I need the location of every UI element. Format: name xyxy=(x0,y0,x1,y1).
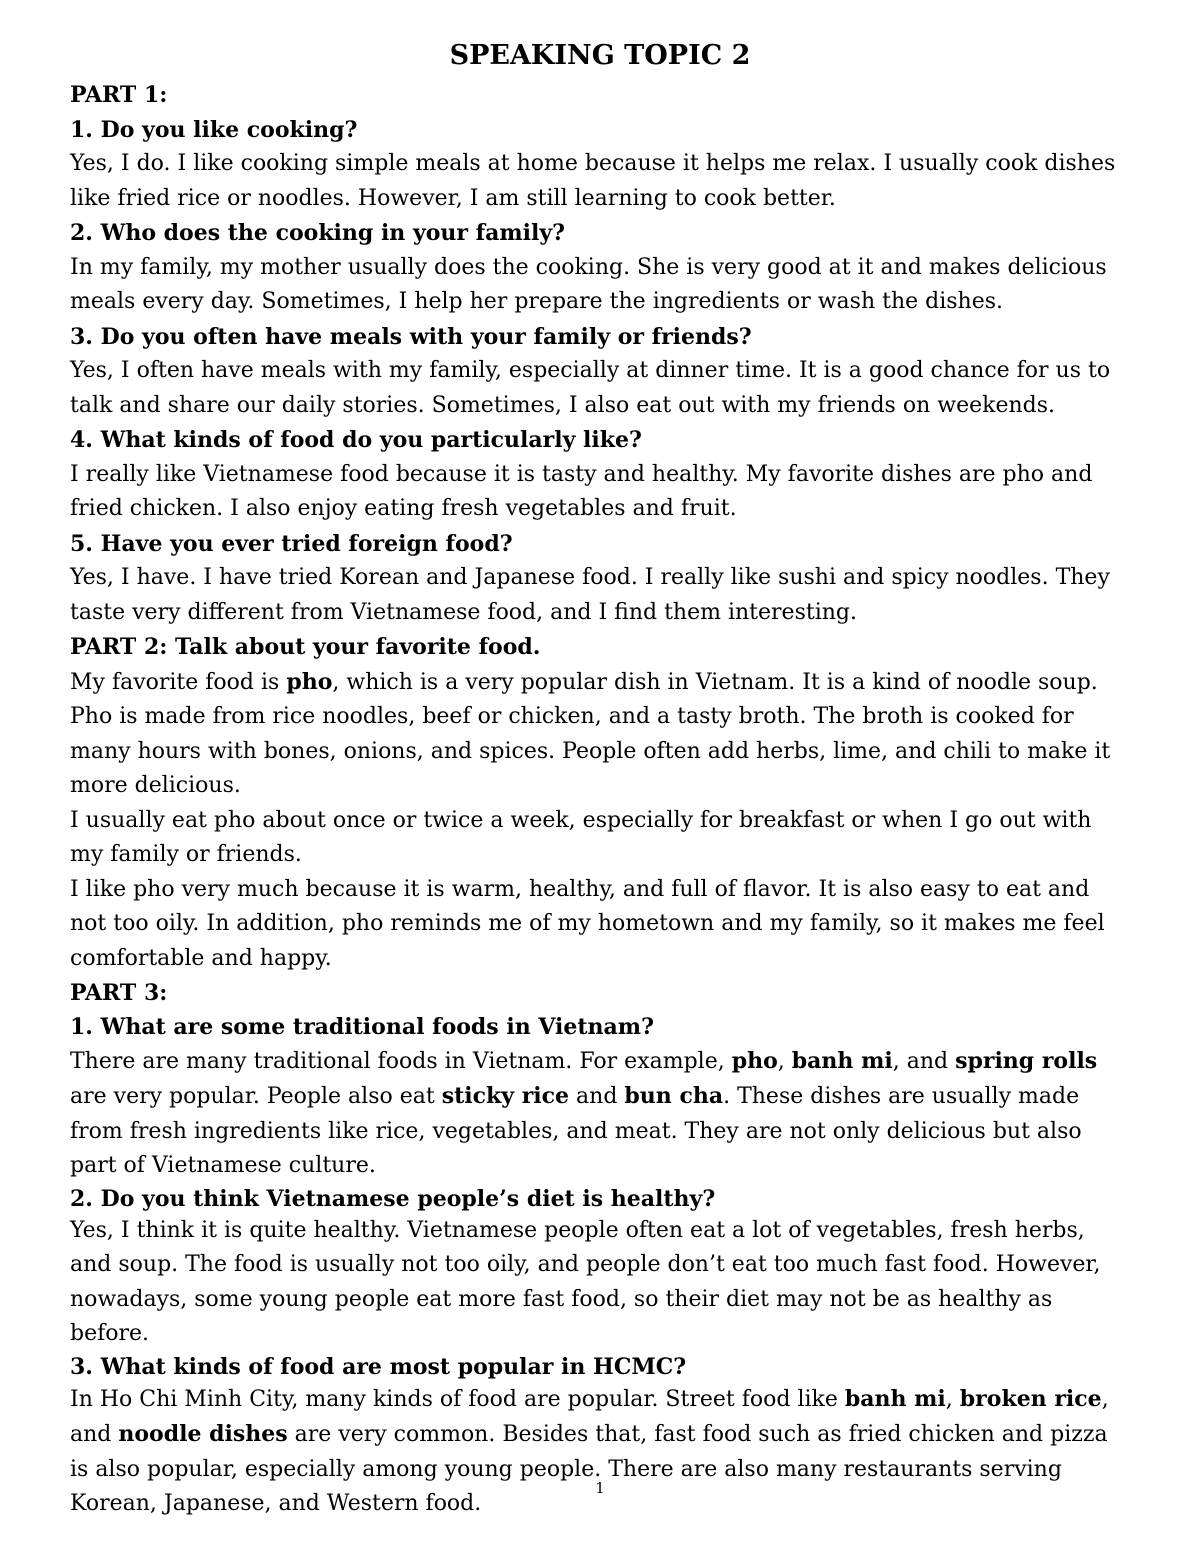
part-3-question-3: 3. What kinds of food are most popular in HCMC? xyxy=(70,1353,687,1380)
bold-term: bun cha xyxy=(624,1083,724,1109)
page-number: 1 xyxy=(595,1479,605,1497)
part-1-answer-5: Yes, I have. I have tried Korean and Japanese food. I really like sushi and spicy noodles. They taste very different from Vietnamese food, and I find them interesting. xyxy=(70,565,1110,625)
part-2-intro xyxy=(70,665,1130,701)
part-1-question-2: 2. Who does the cooking in your family? xyxy=(70,220,566,246)
bold-term: sticky rice xyxy=(441,1083,570,1109)
part-1-section xyxy=(70,78,1130,630)
bold-term: banh mi xyxy=(844,1385,946,1412)
part-3-question-2: 2. Do you think Vietnamese people’s diet is healthy? xyxy=(70,1185,716,1212)
part-2-section xyxy=(70,630,1130,976)
part-1-answer-1: Yes, I do. I like cooking simple meals at home because it helps me relax. I usually cook dishes like fried rice or noodles. However, I am still learning to cook better. xyxy=(70,151,1116,211)
text-run: and xyxy=(569,1084,625,1109)
bold-term: pho xyxy=(731,1047,778,1074)
text-run: are very common. Besides that, fast food such as fried chicken and pizza is also popular, especially among young people. There are also many restaurants serving Korean, Japanese, and Western food. xyxy=(70,1422,1108,1516)
part-1-question-4: 4. What kinds of food do you particularly like? xyxy=(70,427,642,453)
part-2-paragraph-3: I like pho very much because it is warm, healthy, and full of flavor. It is also easy to eat and not too oily. In addition, pho reminds me of my hometown and my family, so it makes me feel comfortable and happy. xyxy=(70,876,1105,971)
part-1-question-3: 3. Do you often have meals with your family or friends? xyxy=(70,323,752,350)
part-1-answer-3: Yes, I often have meals with my family, especially at dinner time. It is a good chance for us to talk and share our daily stories. Sometimes, I also eat out with my friends on weekends. xyxy=(70,358,1111,418)
part-2-intro-text: My favorite food is xyxy=(70,669,287,695)
part-2-heading: PART 2: Talk about your favorite food. xyxy=(70,634,541,660)
part-3-section xyxy=(70,976,1130,1522)
text-run: , and xyxy=(70,1386,1109,1447)
bold-term: broken rice xyxy=(959,1385,1102,1412)
part-1-question-5: 5. Have you ever tried foreign food? xyxy=(70,530,513,557)
bold-term: spring rolls xyxy=(955,1047,1098,1074)
part-3-answer-2: Yes, I think it is quite healthy. Vietnamese people often eat a lot of vegetables, fresh herbs, and soup. The food is usually not too oily, and people don’t eat too much fast food. However, nowadays, some young people eat more fast food, so their diet may not be as healthy as before. xyxy=(70,1217,1101,1346)
part-1-question-1: 1. Do you like cooking? xyxy=(70,116,358,143)
text-run: In Ho Chi Minh City, many kinds of food are popular. Street food like xyxy=(70,1386,845,1412)
part-1-heading: PART 1: xyxy=(70,82,168,108)
text-run: . These dishes are usually made from fresh ingredients like rice, vegetables, and meat. They are not only delicious but also part of Vietnamese culture. xyxy=(70,1084,1082,1178)
part-2-intro-rest: , which is a very popular dish in Vietnam. It is a kind of noodle soup. xyxy=(332,669,1098,695)
part-3-answer-1 xyxy=(70,1044,1130,1184)
text-run: are very popular. People also eat xyxy=(70,1084,442,1109)
bold-term: banh mi xyxy=(791,1047,893,1074)
document-title: SPEAKING TOPIC 2 xyxy=(449,40,751,71)
bold-term: noodle dishes xyxy=(118,1421,288,1447)
part-2-intro-bold: pho xyxy=(286,668,333,695)
part-3-answer-3 xyxy=(70,1382,1130,1522)
text-run: , xyxy=(777,1048,792,1074)
part-1-answer-2: In my family, my mother usually does the cooking. She is very good at it and makes delicious meals every day. Sometimes, I help her prepare the ingredients or wash the dishes. xyxy=(70,254,1107,314)
part-3-heading: PART 3: xyxy=(70,980,168,1006)
part-1-answer-4: I really like Vietnamese food because it is tasty and healthy. My favorite dishes are pho and fried chicken. I also enjoy eating fresh vegetables and fruit. xyxy=(70,461,1093,521)
text-run: , and xyxy=(892,1048,956,1074)
part-2-paragraph-1: Pho is made from rice noodles, beef or chicken, and a tasty broth. The broth is cooked for many hours with bones, onions, and spices. People often add herbs, lime, and chili to make it more delicious. xyxy=(70,704,1111,798)
part-2-paragraph-2: I usually eat pho about once or twice a week, especially for breakfast or when I go out with my family or friends. xyxy=(70,807,1092,867)
text-run: There are many traditional foods in Vietnam. For example, xyxy=(70,1048,732,1074)
part-3-question-1: 1. What are some traditional foods in Vietnam? xyxy=(70,1013,654,1040)
text-run: , xyxy=(945,1386,960,1412)
